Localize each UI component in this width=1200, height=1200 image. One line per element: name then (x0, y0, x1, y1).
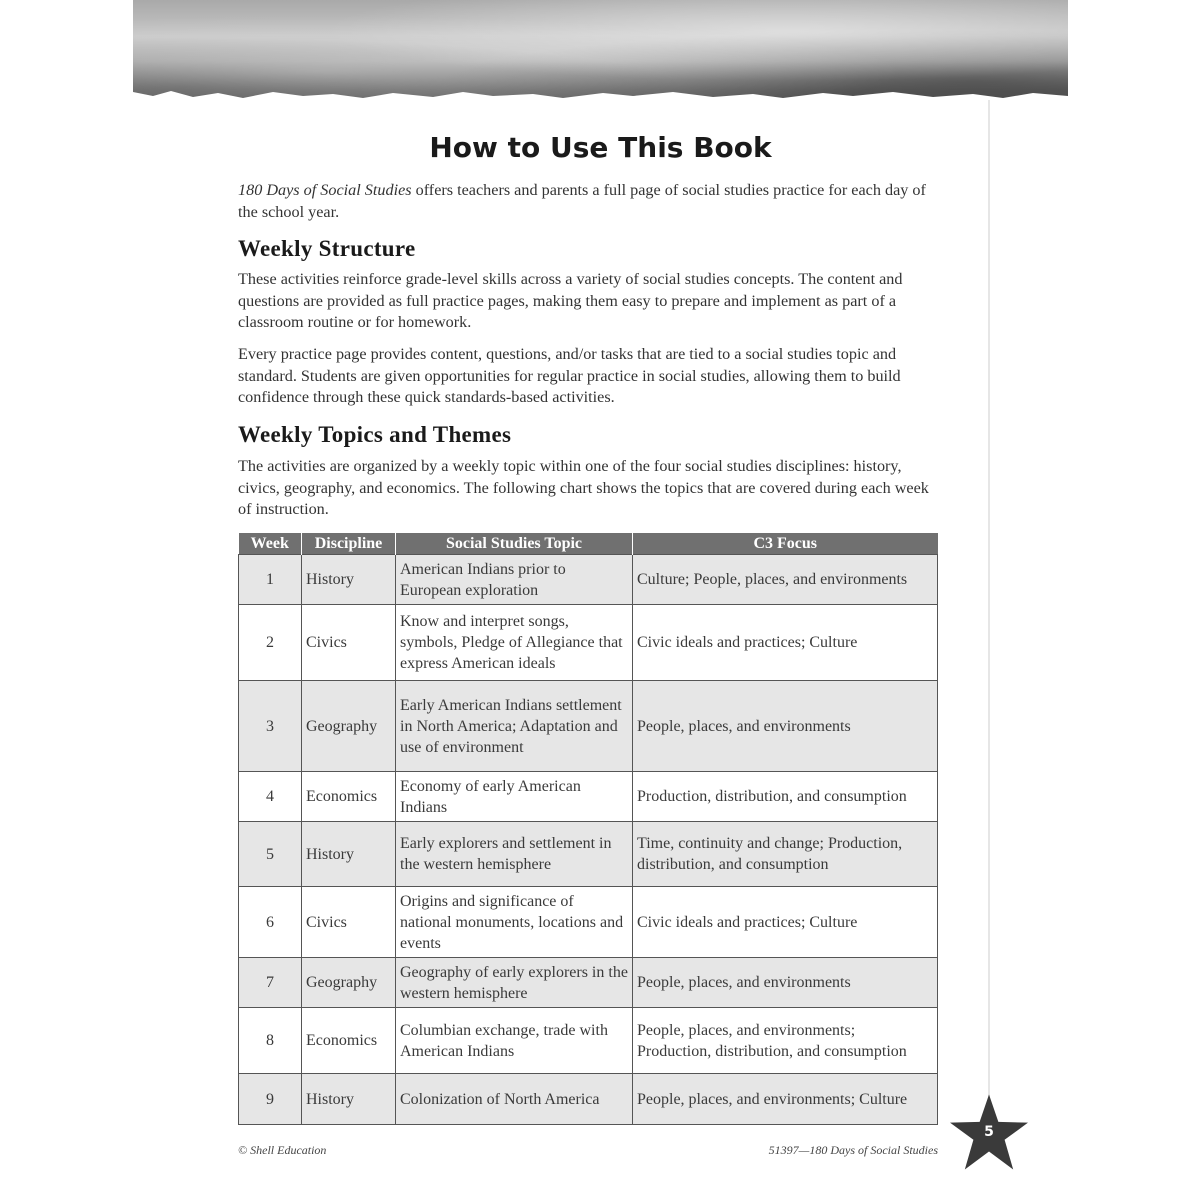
header-banner (133, 0, 1068, 102)
header-discipline: Discipline (302, 533, 396, 555)
weekly-topics-paragraph: The activities are organized by a weekly topic within one of the four social studies disciplines: history, civics, geography, and economics. The following chart shows the topics that are covered during each week of instruction. (238, 457, 929, 518)
cell-discipline: History (302, 822, 396, 887)
weekly-structure-paragraph-1: These activities reinforce grade-level skills across a variety of social studies concepts. The content and questions are provided as full practice pages, making them easy to prepare and implement as part of a classroom routine or for homework. (238, 270, 903, 331)
cell-topic: Colonization of North America (396, 1074, 633, 1125)
cell-topic: Economy of early American Indians (396, 772, 633, 822)
cell-discipline: Civics (302, 887, 396, 958)
table-row (239, 605, 938, 681)
table-row (239, 681, 938, 772)
cell-topic: Early explorers and settlement in the western hemisphere (396, 822, 633, 887)
cell-topic: Early American Indians settlement in North America; Adaptation and use of environment (396, 681, 633, 772)
cell-topic: American Indians prior to European exploration (396, 555, 633, 605)
table-row (239, 1074, 938, 1125)
cell-discipline: History (302, 1074, 396, 1125)
cell-week: 4 (239, 772, 302, 822)
cell-focus: Culture; People, places, and environments (633, 555, 938, 605)
cell-week: 8 (239, 1008, 302, 1074)
table-row (239, 772, 938, 822)
cell-discipline: Geography (302, 958, 396, 1008)
footer-book-id: 51397—180 Days of Social Studies (768, 1143, 938, 1157)
cell-focus: People, places, and environments (633, 681, 938, 772)
weekly-structure-heading: Weekly Structure (238, 236, 416, 261)
cell-focus: People, places, and environments; Production, distribution, and consumption (633, 1008, 938, 1074)
book-title: 180 Days of Social Studies (238, 181, 412, 199)
weekly-topics-heading: Weekly Topics and Themes (238, 422, 512, 447)
cell-week: 7 (239, 958, 302, 1008)
torn-edge (133, 84, 1068, 102)
cell-discipline: History (302, 555, 396, 605)
header-topic: Social Studies Topic (396, 533, 633, 555)
table-row (239, 1008, 938, 1074)
table-row (239, 887, 938, 958)
cell-topic: Columbian exchange, trade with American Indians (396, 1008, 633, 1074)
intro-paragraph (238, 180, 938, 223)
page-title: How to Use This Book (429, 131, 772, 164)
cell-week: 2 (239, 605, 302, 681)
cell-topic: Origins and significance of national monuments, locations and events (396, 887, 633, 958)
table-row (239, 958, 938, 1008)
header-week: Week (239, 533, 302, 555)
page-edge-line (988, 100, 990, 1110)
cell-week: 5 (239, 822, 302, 887)
cell-discipline: Civics (302, 605, 396, 681)
cell-discipline: Economics (302, 1008, 396, 1074)
cell-focus: Civic ideals and practices; Culture (633, 605, 938, 681)
weekly-structure-paragraph-2: Every practice page provides content, questions, and/or tasks that are tied to a social studies topic and standard. Students are given opportunities for regular practice in social studies, allowing them to build confidence through these quick standards-based activities. (238, 345, 901, 406)
cell-focus: People, places, and environments (633, 958, 938, 1008)
page-number: 5 (984, 1124, 994, 1140)
cell-week: 1 (239, 555, 302, 605)
cell-topic: Know and interpret songs, symbols, Pledge of Allegiance that express American ideals (396, 605, 633, 681)
cell-week: 9 (239, 1074, 302, 1125)
cell-week: 3 (239, 681, 302, 772)
cell-discipline: Economics (302, 772, 396, 822)
intro-text: offers teachers and parents a full page of social studies practice for each day of the school year. (238, 181, 926, 221)
cell-focus: People, places, and environments; Culture (633, 1074, 938, 1125)
cell-week: 6 (239, 887, 302, 958)
cell-focus: Civic ideals and practices; Culture (633, 887, 938, 958)
cell-focus: Production, distribution, and consumption (633, 772, 938, 822)
table-row (239, 555, 938, 605)
header-focus: C3 Focus (633, 533, 938, 555)
cell-focus: Time, continuity and change; Production, distribution, and consumption (633, 822, 938, 887)
footer-publisher: © Shell Education (238, 1143, 327, 1157)
cell-topic: Geography of early explorers in the western hemisphere (396, 958, 633, 1008)
table-header-row (239, 533, 938, 555)
cell-discipline: Geography (302, 681, 396, 772)
topics-table (238, 533, 938, 1125)
table-row (239, 822, 938, 887)
